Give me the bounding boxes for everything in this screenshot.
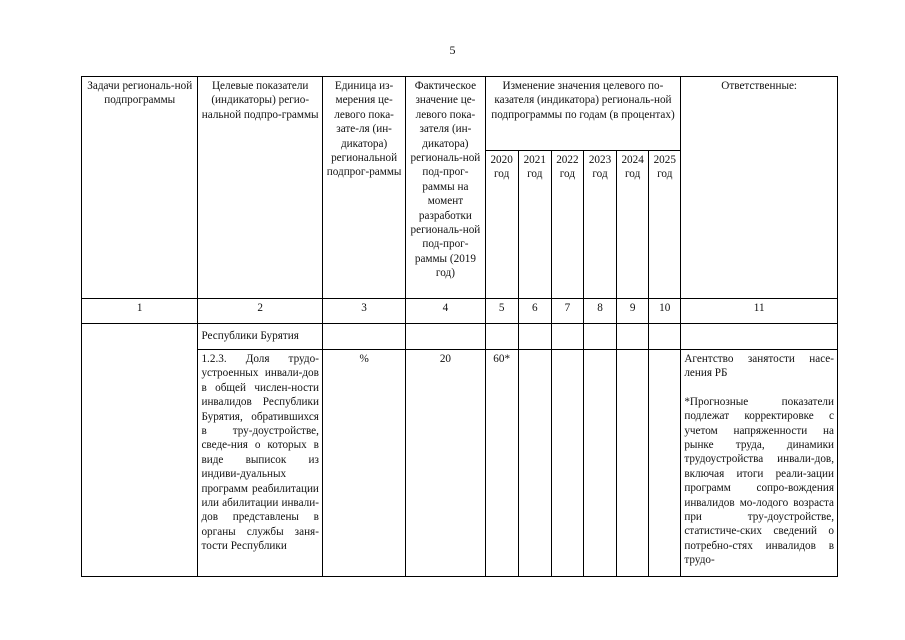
header-indicators: Целевые показатели (индикаторы) регио-нальной подпро-граммы bbox=[198, 77, 322, 299]
column-number-11: 11 bbox=[681, 299, 838, 324]
header-year-2021: 2021 год bbox=[518, 151, 551, 299]
table-cell bbox=[617, 324, 649, 350]
header-unit: Единица из-мерения це-левого пока-зате-ля (ин-дикатора) региональной подпрог-раммы bbox=[322, 77, 405, 299]
responsible-agency: Агентство занятости насе-ления РБ bbox=[684, 353, 834, 380]
table-cell bbox=[649, 350, 681, 577]
header-change-by-years: Изменение значения целевого по-казателя (индикатора) региональ-ной подпрограммы по годам (в процентах) bbox=[485, 77, 681, 151]
header-fact-value: Фактическое значение це-левого пока-зателя (ин-дикатора) региональ-ной под-прог-раммы на момент разработки региональ-ной под-прог-раммы (2019 год) bbox=[406, 77, 485, 299]
column-number-4: 4 bbox=[406, 299, 485, 324]
indicator-unit: % bbox=[322, 350, 405, 577]
table-cell bbox=[681, 324, 838, 350]
table-cell bbox=[551, 324, 583, 350]
indicator-text: 1.2.3. Доля трудо-устроенных инвали-дов в общей числен-ности инвалидов Республики Бурятия, обратившихся в тру-доустройстве, сведе-ния о которых в виде выписок из индиви-дуальных программ реабилитации или абилитации инвали-дов представлены в органы службы заня-тости Республики bbox=[201, 353, 319, 553]
table-cell bbox=[518, 324, 551, 350]
table-cell bbox=[518, 350, 551, 577]
page-number: 5 bbox=[449, 43, 456, 57]
column-number-8: 8 bbox=[583, 299, 616, 324]
indicator-value-2020: 60* bbox=[485, 350, 518, 577]
column-number-7: 7 bbox=[551, 299, 583, 324]
responsible-cell bbox=[681, 350, 838, 577]
header-year-2024: 2024 год bbox=[617, 151, 649, 299]
table-cell bbox=[406, 324, 485, 350]
table-cell bbox=[485, 324, 518, 350]
indicators-table bbox=[81, 76, 838, 577]
header-year-2022: 2022 год bbox=[551, 151, 583, 299]
indicator-text-cell bbox=[198, 350, 322, 577]
column-number-9: 9 bbox=[617, 299, 649, 324]
indicator-fact-value: 20 bbox=[406, 350, 485, 577]
forecast-note: *Прогнозные показатели подлежат корректировке с учетом напряженности на рынке труда, динамики трудоустройства инвали-дов, включая итоги реали-зации программ сопро-вождения инвалидов мо-лодого возраста при тру-доустройстве, статистиче-ских сведений о потребно-стях инвалидов в трудо- bbox=[684, 395, 834, 567]
column-number-10: 10 bbox=[649, 299, 681, 324]
header-tasks: Задачи региональ-ной подпрограммы bbox=[82, 77, 198, 299]
table-cell bbox=[551, 350, 583, 577]
column-number-2: 2 bbox=[198, 299, 322, 324]
column-number-5: 5 bbox=[485, 299, 518, 324]
column-number-6: 6 bbox=[518, 299, 551, 324]
table-cell bbox=[649, 324, 681, 350]
header-year-2020: 2020 год bbox=[485, 151, 518, 299]
table-cell bbox=[583, 324, 616, 350]
table-cell bbox=[583, 350, 616, 577]
header-responsible: Ответственные: bbox=[681, 77, 838, 299]
column-number-3: 3 bbox=[322, 299, 405, 324]
column-number-1: 1 bbox=[82, 299, 198, 324]
header-year-2025: 2025 год bbox=[649, 151, 681, 299]
table-cell bbox=[617, 350, 649, 577]
responsible-content bbox=[684, 352, 834, 574]
table-cell bbox=[322, 324, 405, 350]
task-cell-empty bbox=[82, 324, 198, 577]
header-year-2023: 2023 год bbox=[583, 151, 616, 299]
continuation-text: Республики Бурятия bbox=[198, 324, 322, 350]
